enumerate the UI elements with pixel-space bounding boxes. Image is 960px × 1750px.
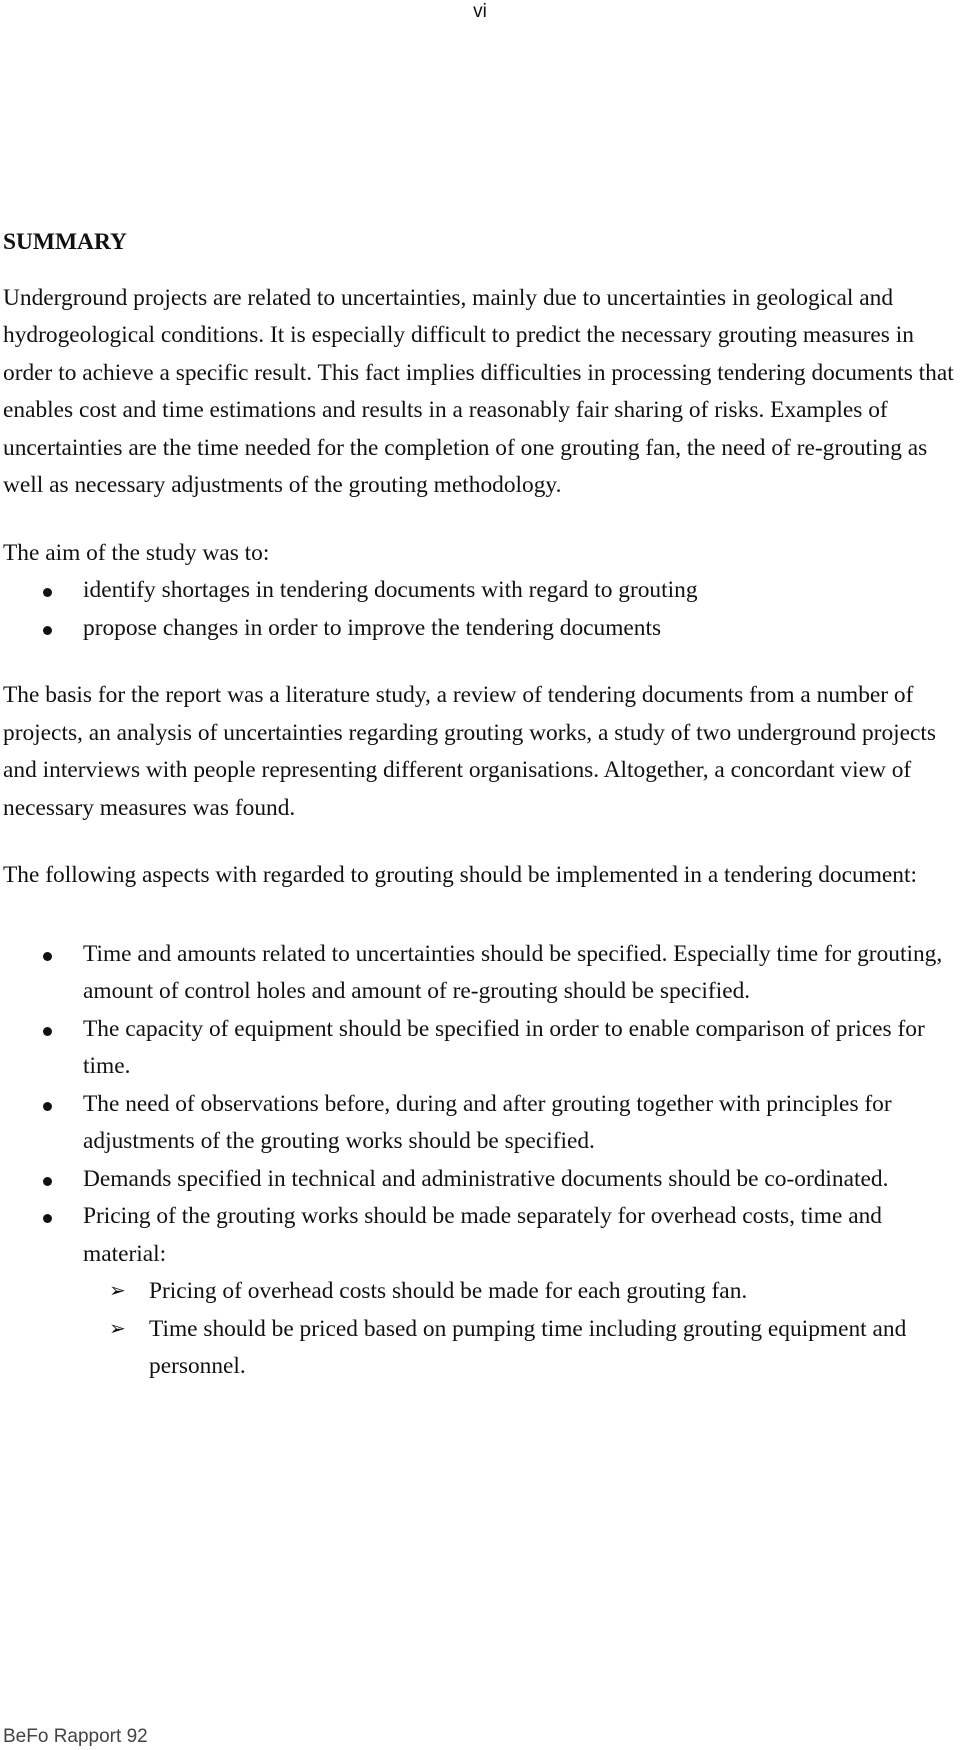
- aim-item-text: propose changes in order to improve the tendering documents: [83, 614, 662, 641]
- bullet-icon: [43, 1177, 52, 1186]
- bullet-icon: [43, 1214, 52, 1223]
- aim-intro: The aim of the study was to:: [3, 539, 270, 566]
- aspects-list: [3, 936, 958, 1274]
- pricing-sublist-item: [109, 1311, 958, 1386]
- aspect-list-item: [3, 1198, 958, 1273]
- pricing-sublist-item: [109, 1273, 958, 1311]
- pricing-item-text: Pricing of overhead costs should be made for each grouting fan.: [149, 1278, 748, 1304]
- bullet-icon: [43, 626, 52, 635]
- aim-list-item: [3, 610, 958, 648]
- aim-item-text: identify shortages in tendering documents with regard to grouting: [83, 577, 698, 603]
- aim-list: [3, 572, 958, 647]
- section-heading: SUMMARY: [3, 229, 127, 255]
- bullet-icon: [43, 588, 52, 597]
- aspect-item-text: The capacity of equipment should be specified in order to enable comparison of prices for time.: [83, 1015, 925, 1079]
- arrow-bullet-icon: ➢: [109, 1317, 126, 1340]
- bullet-icon: [43, 952, 52, 961]
- aspect-list-item: [3, 1161, 958, 1199]
- summary-section: [3, 224, 958, 1386]
- pricing-item-text: Time should be priced based on pumping time including grouting equipment and personnel.: [149, 1315, 907, 1379]
- intro-paragraph: Underground projects are related to uncertainties, mainly due to uncertainties in geological and hydrogeological conditions. It is especially difficult to predict the necessary grouting measures in order to achieve a specific result. This fact implies difficulties in processing tendering documents that enables cost and time estimations and results in a reasonably fair sharing of risks. Examples of uncertainties are the time needed for the completion of one grouting fan, the need of re-grouting as well as necessary adjustments of the grouting methodology.: [3, 284, 954, 498]
- page-footer: BeFo Rapport 92: [3, 1726, 148, 1747]
- page-number: vi: [473, 1, 487, 22]
- aspect-item-text: Pricing of the grouting works should be made separately for overhead costs, time and material:: [83, 1203, 882, 1267]
- aspect-list-item: [3, 936, 958, 1011]
- pricing-sublist: [3, 1273, 958, 1386]
- aspect-list-item: [3, 1086, 958, 1161]
- basis-paragraph: The basis for the report was a literature study, a review of tendering documents from a number of projects, an analysis of uncertainties regarding grouting works, a study of two underground projects and interviews with people representing different organisations. Altogether, a concordant view of necessary measures was found.: [3, 682, 937, 821]
- aspect-item-text: The need of observations before, during and after grouting together with principles for adjustments of the grouting works should be specified.: [83, 1090, 892, 1154]
- bullet-icon: [43, 1102, 52, 1111]
- aim-list-item: [3, 572, 958, 610]
- aspect-item-text: Time and amounts related to uncertainties should be specified. Especially time for grouting, amount of control holes and amount of re-grouting should be specified.: [83, 940, 943, 1004]
- aspects-intro: The following aspects with regarded to grouting should be implemented in a tendering document:: [3, 862, 917, 888]
- arrow-bullet-icon: ➢: [109, 1280, 126, 1302]
- bullet-icon: [43, 1027, 52, 1036]
- aspect-list-item: [3, 1011, 958, 1086]
- aspect-item-text: Demands specified in technical and administrative documents should be co-ordinated.: [83, 1165, 889, 1192]
